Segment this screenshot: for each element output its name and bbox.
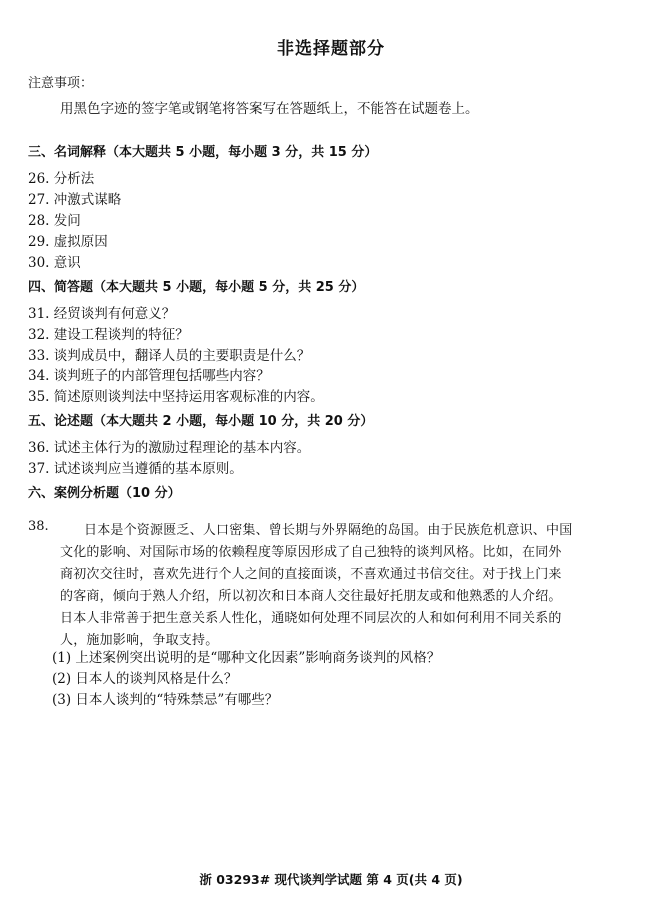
question-33: 33. 谈判成员中，翻译人员的主要职责是什么？ xyxy=(28,348,311,364)
notice-text: 用黑色字迹的签字笔或钢笔将答案写在答题纸上，不能答在试题卷上。 xyxy=(60,101,479,117)
question-26: 26. 分析法 xyxy=(28,171,95,187)
question-28: 28. 发问 xyxy=(28,213,81,229)
page-footer: 浙 03293# 现代谈判学试题 第 4 页(共 4 页) xyxy=(199,872,463,887)
section-5-heading: 五、论述题（本大题共 2 小题，每小题 10 分，共 20 分） xyxy=(28,414,374,429)
sub-question-3: (3) 日本人谈判的“特殊禁忌”有哪些？ xyxy=(52,692,279,708)
page-title: 非选择题部分 xyxy=(277,39,385,59)
sub-question-1: (1) 上述案例突出说明的是“哪种文化因素”影响商务谈判的风格？ xyxy=(52,650,441,666)
section-4-heading: 四、简答题（本大题共 5 小题，每小题 5 分，共 25 分） xyxy=(28,280,365,295)
case-text-line: 日本人非常善于把生意关系人性化，通晓如何处理不同层次的人和如何利用不同关系的 xyxy=(60,611,562,626)
question-37: 37. 试述谈判应当遵循的基本原则。 xyxy=(28,461,243,477)
case-text-line: 人，施加影响，争取支持。 xyxy=(60,633,219,648)
question-31: 31. 经贸谈判有何意义？ xyxy=(28,306,176,322)
question-36: 36. 试述主体行为的激励过程理论的基本内容。 xyxy=(28,440,311,456)
question-32: 32. 建设工程谈判的特征？ xyxy=(28,327,189,343)
question-35: 35. 简述原则谈判法中坚持运用客观标准的内容。 xyxy=(28,389,324,405)
sub-question-2: (2) 日本人的谈判风格是什么？ xyxy=(52,671,238,687)
section-6-heading: 六、案例分析题（10 分） xyxy=(28,486,181,501)
question-27: 27. 冲激式谋略 xyxy=(28,192,122,208)
case-text-line: 文化的影响、对国际市场的依赖程度等原因形成了自己独特的谈判风格。比如，在同外 xyxy=(60,545,562,560)
question-34: 34. 谈判班子的内部管理包括哪些内容？ xyxy=(28,368,270,384)
case-text-line: 日本是个资源匮乏、人口密集、曾长期与外界隔绝的岛国。由于民族危机意识、中国 xyxy=(84,523,573,538)
case-text-line: 商初次交往时，喜欢先进行个人之间的直接面谈，不喜欢通过书信交往。对于找上门来 xyxy=(60,567,562,582)
question-29: 29. 虚拟原因 xyxy=(28,234,108,250)
question-38-number: 38. xyxy=(28,519,49,534)
question-30: 30. 意识 xyxy=(28,255,81,271)
case-text-line: 的客商，倾向于熟人介绍，所以初次和日本商人交往最好托朋友或和他熟悉的人介绍。 xyxy=(60,589,562,604)
notice-label: 注意事项： xyxy=(28,76,94,91)
section-3-heading: 三、名词解释（本大题共 5 小题，每小题 3 分，共 15 分） xyxy=(28,145,378,160)
